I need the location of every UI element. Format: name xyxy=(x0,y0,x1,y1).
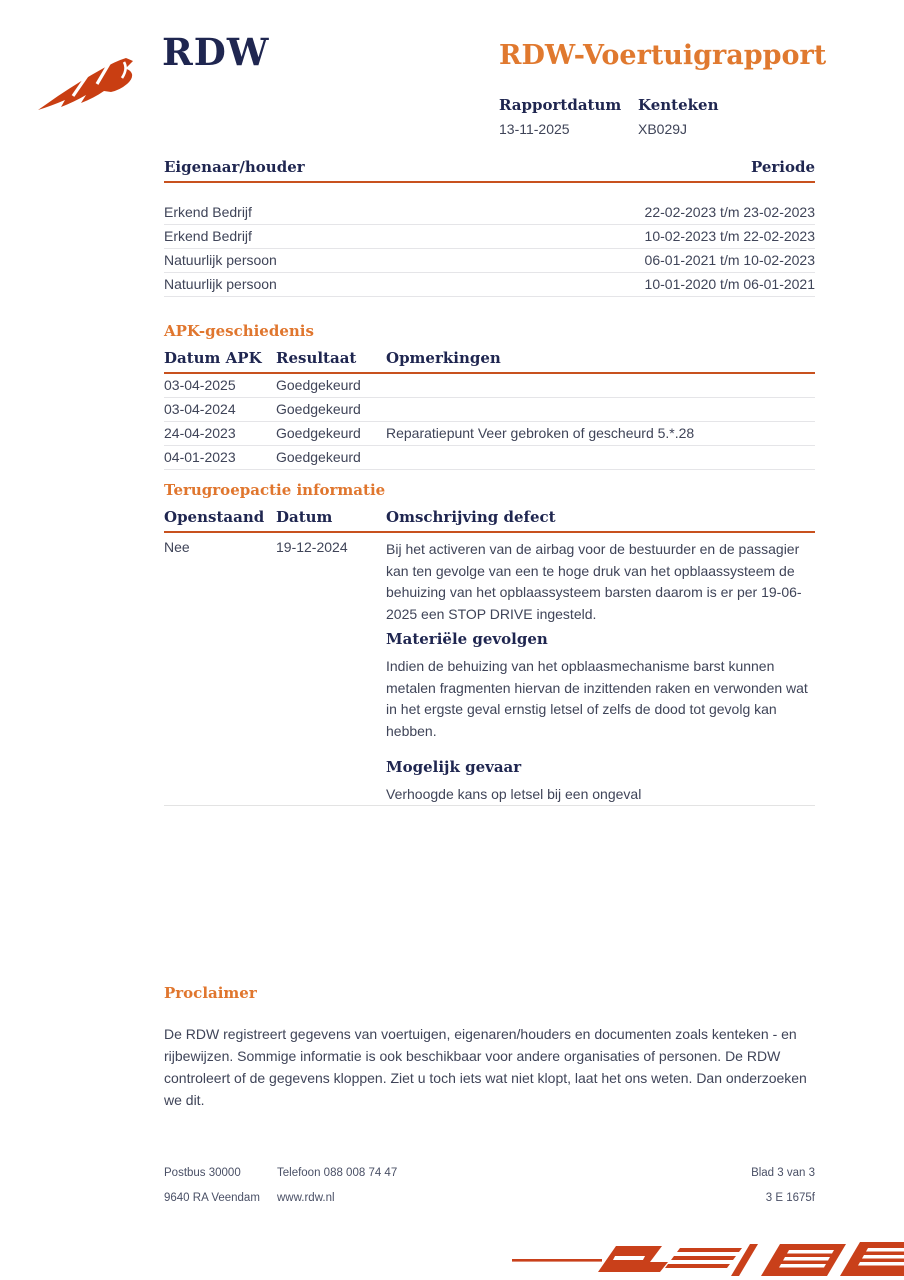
apk-resultaat: Goedgekeurd xyxy=(276,377,361,393)
owner-name: Natuurlijk persoon xyxy=(164,276,277,292)
apk-opmerkingen xyxy=(386,401,815,417)
owner-period: 10-01-2020 t/m 06-01-2021 xyxy=(644,276,815,292)
recall-end-divider xyxy=(164,805,815,806)
owner-name: Erkend Bedrijf xyxy=(164,204,252,220)
footer-website: www.rdw.nl xyxy=(277,1192,335,1204)
material-text: Indien de behuizing van het opblaasmechanisme barst kunnen metalen fragmenten hiervan de inzittenden raken en verwonden wat in het ergste geval ernstig letsel of zelfs de dood tot gevolg kan hebben. xyxy=(386,658,808,739)
apk-datum: 04-01-2023 xyxy=(164,449,236,465)
recall-row xyxy=(164,539,815,625)
owner-header xyxy=(164,158,815,176)
apk-resultaat: Goedgekeurd xyxy=(276,401,361,417)
rapportdatum-block xyxy=(499,96,638,137)
owner-rows xyxy=(164,202,815,297)
danger-title: Mogelijk gevaar xyxy=(386,758,522,776)
apk-section xyxy=(164,322,815,470)
apk-col-resultaat: Resultaat xyxy=(276,349,357,367)
rdw-logo-text: RDW xyxy=(162,30,270,74)
owner-period: 06-01-2021 t/m 10-02-2023 xyxy=(644,252,815,268)
rapportdatum-value: 13-11-2025 xyxy=(499,121,570,137)
recall-rule xyxy=(164,531,815,533)
recall-omschrijving: Bij het activeren van de airbag voor de bestuurder en de passagier kan ten gevolge van een te hoge druk van het opblaassysteem de behuizing van het opblaassysteem barsten daarom is er per 19-06-2025 een STOP DRIVE ingesteld. xyxy=(386,541,802,622)
possible-danger-block xyxy=(386,758,818,806)
rapportdatum-label: Rapportdatum xyxy=(499,96,622,114)
owner-section xyxy=(164,158,815,297)
apk-datum: 03-04-2025 xyxy=(164,377,236,393)
apk-resultaat: Goedgekeurd xyxy=(276,425,361,441)
proclaimer-text: De RDW registreert gegevens van voertuigen, eigenaren/houders en documenten zoals kenteken - en rijbewijzen. Sommige informatie is ook beschikbaar voor andere organisaties of personen. De RDW controleert of de gegevens kloppen. Ziet u toch iets wat niet klopt, laat het ons weten. Dan onderzoeken we dit. xyxy=(164,1026,807,1108)
owner-row xyxy=(164,250,815,273)
proclaimer-section xyxy=(164,984,822,1111)
material-consequences-block xyxy=(386,630,818,742)
recall-col-datum: Datum xyxy=(276,508,333,526)
apk-opmerkingen xyxy=(386,449,815,465)
apk-col-opmerkingen: Opmerkingen xyxy=(386,349,501,367)
footer-speed-stripes-icon xyxy=(494,1236,904,1280)
footer-page-number: Blad 3 van 3 xyxy=(751,1167,815,1179)
apk-col-datum: Datum APK xyxy=(164,349,262,367)
proclaimer-title: Proclaimer xyxy=(164,984,257,1002)
page-footer xyxy=(164,1167,815,1217)
footer-row-2 xyxy=(164,1192,815,1204)
owner-name: Erkend Bedrijf xyxy=(164,228,252,244)
footer-plaats: 9640 RA Veendam xyxy=(164,1192,260,1204)
owner-period: 22-02-2023 t/m 23-02-2023 xyxy=(644,204,815,220)
apk-opmerkingen: Reparatiepunt Veer gebroken of gescheurd 5.*.28 xyxy=(386,425,695,441)
kenteken-label: Kenteken xyxy=(638,96,719,114)
apk-resultaat: Goedgekeurd xyxy=(276,449,361,465)
recall-title: Terugroepactie informatie xyxy=(164,481,386,499)
owner-row xyxy=(164,274,815,297)
footer-row-1 xyxy=(164,1167,815,1179)
apk-datum: 24-04-2023 xyxy=(164,425,236,441)
recall-column-headers xyxy=(164,508,815,526)
owner-rule xyxy=(164,181,815,183)
recall-col-openstaand: Openstaand xyxy=(164,508,265,526)
apk-rows xyxy=(164,374,815,470)
apk-datum: 03-04-2024 xyxy=(164,401,236,417)
danger-text: Verhoogde kans op letsel bij een ongeval xyxy=(386,786,642,802)
owner-name: Natuurlijk persoon xyxy=(164,252,277,268)
page-title: RDW-Voertuigrapport xyxy=(499,40,827,71)
periode-column-label: Periode xyxy=(750,158,815,176)
kenteken-block xyxy=(638,96,777,137)
apk-column-headers xyxy=(164,349,815,367)
owner-row xyxy=(164,226,815,249)
footer-telefoon: Telefoon 088 008 74 47 xyxy=(277,1167,398,1179)
apk-row xyxy=(164,422,815,446)
footer-postbus: Postbus 30000 xyxy=(164,1167,241,1179)
recall-openstaand: Nee xyxy=(164,539,190,555)
report-meta xyxy=(499,96,777,137)
owner-row xyxy=(164,202,815,225)
material-title: Materiële gevolgen xyxy=(386,630,548,648)
owner-period: 10-02-2023 t/m 22-02-2023 xyxy=(644,228,815,244)
apk-title: APK-geschiedenis xyxy=(164,322,314,340)
apk-row xyxy=(164,446,815,470)
recall-section xyxy=(164,481,815,625)
apk-opmerkingen xyxy=(386,377,815,393)
recall-col-omschrijving: Omschrijving defect xyxy=(386,508,556,526)
rdw-feather-icon xyxy=(36,50,148,116)
kenteken-value: XB029J xyxy=(638,121,688,137)
owner-title: Eigenaar/houder xyxy=(164,158,305,176)
apk-row xyxy=(164,398,815,422)
apk-row xyxy=(164,374,815,398)
recall-datum: 19-12-2024 xyxy=(276,539,348,555)
footer-form-code: 3 E 1675f xyxy=(765,1192,815,1204)
